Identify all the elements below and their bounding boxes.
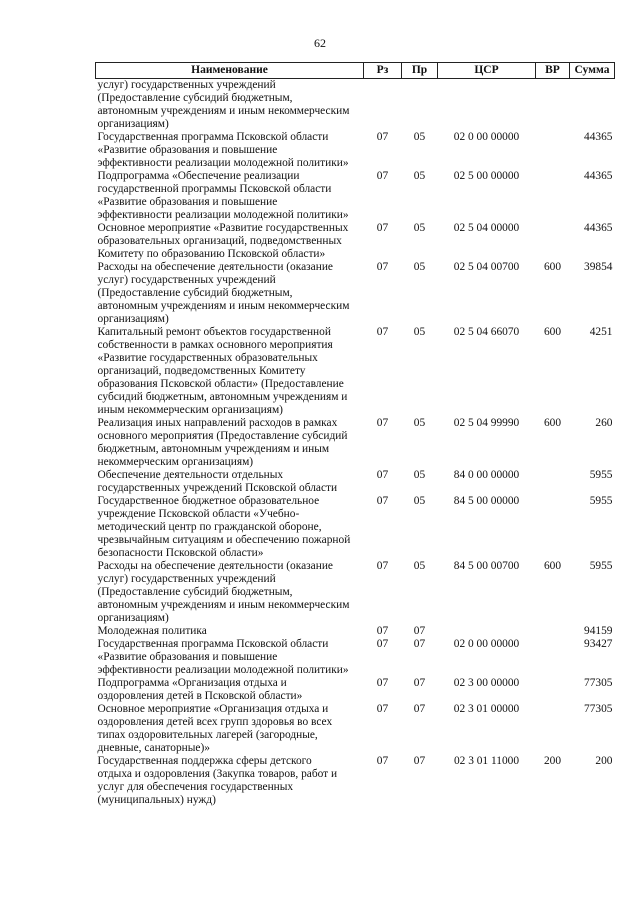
row-pr: 05 — [413, 131, 426, 143]
row-csr: 84 5 00 00700 — [453, 560, 520, 572]
table-row — [96, 625, 615, 638]
table-row — [96, 495, 615, 560]
row-sum: 39854 — [584, 261, 613, 273]
row-rz: 07 — [376, 755, 389, 767]
row-vr — [536, 170, 570, 222]
table-row — [96, 469, 615, 495]
page-number: 62 — [314, 36, 326, 50]
header-rz: Рз — [364, 63, 402, 79]
row-pr: 05 — [413, 495, 426, 507]
row-pr: 07 — [413, 625, 426, 637]
budget-table — [95, 62, 615, 807]
row-sum: 44365 — [584, 170, 613, 182]
row-vr: 600 — [543, 326, 562, 338]
table-row — [96, 261, 615, 326]
row-rz: 07 — [376, 677, 389, 689]
row-csr: 02 5 00 00000 — [453, 170, 520, 182]
row-vr: 600 — [543, 261, 562, 273]
row-rz: 07 — [376, 261, 389, 273]
row-vr — [536, 469, 570, 495]
row-pr: 05 — [413, 326, 426, 338]
table-row — [96, 326, 615, 417]
row-name: Подпрограмма «Обеспечение реализации государственной программы Псковской области «Развитие образования и повышение эффективности реализации молодежной политики» — [97, 170, 349, 221]
row-rz: 07 — [376, 469, 389, 481]
row-name: Государственная программа Псковской области «Развитие образования и повышение эффективности реализации молодежной политики» — [97, 638, 349, 676]
row-rz: 07 — [376, 131, 389, 143]
row-csr: 02 0 00 00000 — [453, 638, 520, 650]
row-sum: 93427 — [584, 638, 613, 650]
row-pr — [402, 79, 438, 132]
table-row — [96, 677, 615, 703]
table-row — [96, 222, 615, 261]
table-row — [96, 131, 615, 170]
row-vr: 600 — [543, 417, 562, 429]
header-pr: Пр — [402, 63, 438, 79]
row-csr: 84 5 00 00000 — [453, 495, 520, 507]
row-sum: 5955 — [589, 560, 613, 572]
row-csr: 02 3 01 11000 — [453, 755, 520, 767]
row-sum: 77305 — [584, 703, 613, 715]
row-name: Подпрограмма «Организация отдыха и оздоровления детей в Псковской области» — [97, 677, 303, 702]
row-csr: 02 3 01 00000 — [453, 703, 520, 715]
header-vr: ВР — [536, 63, 570, 79]
row-rz: 07 — [376, 326, 389, 338]
row-csr — [438, 625, 536, 638]
row-name: Обеспечение деятельности отдельных государственных учреждений Псковской области — [97, 469, 338, 494]
row-csr: 02 5 04 00000 — [453, 222, 520, 234]
row-pr: 07 — [413, 677, 426, 689]
row-rz — [364, 79, 402, 132]
row-name: Государственное бюджетное образовательное учреждение Псковской области «Учебно- методический центр по гражданской обороне, чрезвычайным ситуациям и обеспечению пожарной безопасности Псковской области» — [97, 495, 351, 559]
row-vr — [536, 79, 570, 132]
table-header-row — [96, 63, 615, 79]
row-rz: 07 — [376, 170, 389, 182]
row-rz: 07 — [376, 638, 389, 650]
row-sum: 94159 — [584, 625, 613, 637]
table-row — [96, 638, 615, 677]
row-sum: 5955 — [589, 469, 613, 481]
row-pr: 05 — [413, 560, 426, 572]
row-name: Реализация иных направлений расходов в рамках основного мероприятия (Предоставление субсидий бюджетным, автономным учреждениям и иным некоммерческим организациям) — [97, 417, 348, 468]
row-rz: 07 — [376, 560, 389, 572]
row-csr: 02 0 00 00000 — [453, 131, 520, 143]
row-pr: 05 — [413, 417, 426, 429]
row-csr: 84 0 00 00000 — [453, 469, 520, 481]
row-name: Капитальный ремонт объектов государственной собственности в рамках основного мероприятия «Развитие государственных образовательных организаций, подведомственных Комитету образования Псковской области» (Предоставление субсидий бюджетным, автономным учреждениям и иным некоммерческим организациям) — [97, 326, 348, 416]
row-name: Основное мероприятие «Организация отдыха и оздоровления детей всех групп здоровья во всех типах оздоровительных лагерей (загородные, дневные, санаторные)» — [97, 703, 333, 754]
table-row — [96, 79, 615, 132]
row-rz: 07 — [376, 703, 389, 715]
row-vr — [536, 495, 570, 560]
table-row — [96, 170, 615, 222]
row-rz: 07 — [376, 625, 389, 637]
row-vr — [536, 703, 570, 755]
row-sum: 4251 — [589, 326, 613, 338]
row-vr — [536, 638, 570, 677]
row-csr: 02 5 04 00700 — [453, 261, 520, 273]
header-sum: Сумма — [570, 63, 615, 79]
row-csr: 02 3 00 00000 — [453, 677, 520, 689]
row-rz: 07 — [376, 222, 389, 234]
row-pr: 05 — [413, 222, 426, 234]
row-vr: 600 — [543, 560, 562, 572]
row-sum: 44365 — [584, 131, 613, 143]
row-pr: 07 — [413, 755, 426, 767]
row-name: Государственная программа Псковской области «Развитие образования и повышение эффективности реализации молодежной политики» — [97, 131, 349, 169]
row-vr — [536, 222, 570, 261]
row-pr: 07 — [413, 638, 426, 650]
row-pr: 05 — [413, 261, 426, 273]
row-sum: 260 — [595, 417, 613, 429]
header-csr: ЦСР — [438, 63, 536, 79]
row-pr: 05 — [413, 469, 426, 481]
row-sum: 5955 — [589, 495, 613, 507]
row-vr — [536, 677, 570, 703]
table-row — [96, 703, 615, 755]
row-vr — [536, 131, 570, 170]
row-name: услуг) государственных учреждений (Предоставление субсидий бюджетным, автономным учреждениям и иным некоммерческим организациям) — [97, 79, 350, 130]
row-name: Расходы на обеспечение деятельности (оказание услуг) государственных учреждений (Предоставление субсидий бюджетным, автономным учреждениям и иным некоммерческим организациям) — [97, 261, 350, 325]
row-name: Государственная поддержка сферы детского отдыха и оздоровления (Закупка товаров, работ и услуг для обеспечения государственных (муниципальных) нужд) — [97, 755, 338, 806]
table-row — [96, 755, 615, 807]
row-pr: 07 — [413, 703, 426, 715]
table-row — [96, 417, 615, 469]
row-pr: 05 — [413, 170, 426, 182]
row-csr: 02 5 04 66070 — [453, 326, 520, 338]
row-sum: 77305 — [584, 677, 613, 689]
table-row — [96, 560, 615, 625]
row-sum — [570, 79, 615, 132]
row-vr — [536, 625, 570, 638]
row-sum: 44365 — [584, 222, 613, 234]
row-name: Основное мероприятие «Развитие государственных образовательных организаций, подведомственных Комитету по образованию Псковской области» — [97, 222, 349, 260]
table-body — [96, 79, 615, 808]
row-name: Расходы на обеспечение деятельности (оказание услуг) государственных учреждений (Предоставление субсидий бюджетным, автономным учреждениям и иным некоммерческим организациям) — [97, 560, 350, 624]
row-vr: 200 — [543, 755, 562, 767]
row-rz: 07 — [376, 417, 389, 429]
header-name: Наименование — [96, 63, 364, 79]
row-rz: 07 — [376, 495, 389, 507]
row-sum: 200 — [595, 755, 613, 767]
row-csr: 02 5 04 99990 — [453, 417, 520, 429]
row-csr — [438, 79, 536, 132]
row-name: Молодежная политика — [97, 625, 207, 637]
